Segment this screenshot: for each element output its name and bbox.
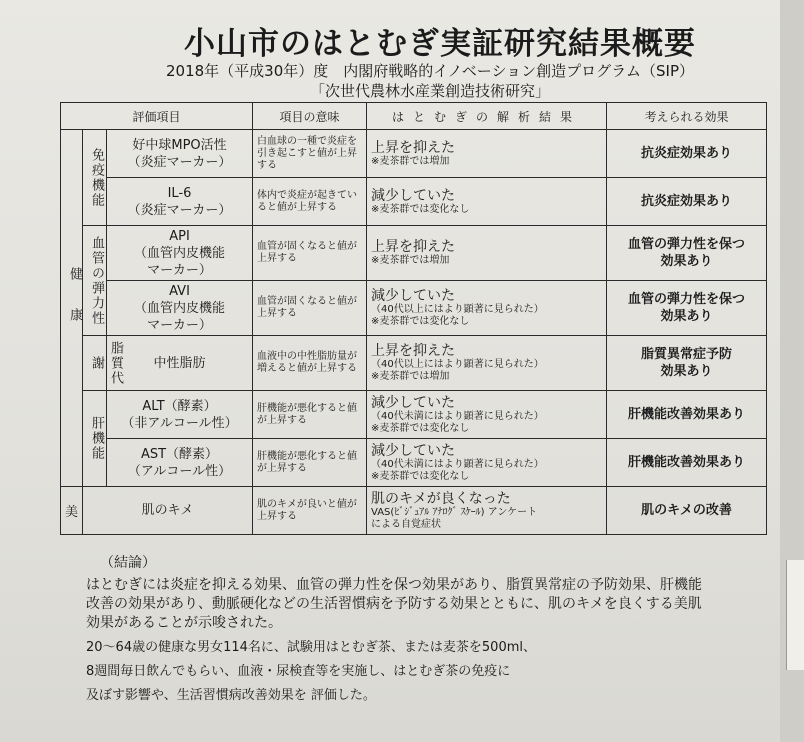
- group-lipid: 脂質代謝: [83, 336, 107, 391]
- header-result: はとむぎの解析結果: [367, 103, 607, 130]
- item-cell: 肌のキメ: [83, 487, 253, 535]
- header-item: 評価項目: [61, 103, 253, 130]
- result-cell: 減少していた （40代以上にはより顕著に見られた） ※麦茶群では変化なし: [367, 281, 607, 336]
- background-paper-edge: [780, 0, 804, 742]
- group-health: 健康: [61, 130, 83, 487]
- table-row: [61, 178, 767, 226]
- table-row: [61, 226, 767, 281]
- effect-cell: 脂質異常症予防 効果あり: [607, 336, 767, 391]
- group-beauty: 美: [61, 487, 83, 535]
- effect-cell: 肝機能改善効果あり: [607, 439, 767, 487]
- conclusion-text: はとむぎには炎症を抑える効果、血管の弾力性を保つ効果があり、脂質異常症の予防効果、肝機能 改善の効果があり、動脈硬化などの生活習慣病を予防する効果とともに、肌のキメを良くする美肌 効果があることが示唆された。: [86, 577, 702, 631]
- table-row: [61, 281, 767, 336]
- result-cell: 上昇を抑えた ※麦茶群では増加: [367, 130, 607, 178]
- result-cell: 減少していた （40代未満にはより顕著に見られた） ※麦茶群では変化なし: [367, 391, 607, 439]
- table-row: [61, 130, 767, 178]
- effect-cell: 肌のキメの改善: [607, 487, 767, 535]
- meaning-cell: 体内で炎症が起きていると値が上昇する: [253, 178, 367, 226]
- item-cell: AVI （血管内皮機能 マーカー）: [107, 281, 253, 336]
- item-cell: IL-6 （炎症マーカー）: [107, 178, 253, 226]
- table-row: [61, 487, 767, 535]
- header-meaning: 項目の意味: [253, 103, 367, 130]
- table-row: [61, 391, 767, 439]
- paper-fragment: [786, 560, 804, 670]
- group-vascular: 血管の弾力性: [83, 226, 107, 336]
- meaning-cell: 肌のキメが良いと値が上昇する: [253, 487, 367, 535]
- item-cell: ALT（酵素） （非アルコール性）: [107, 391, 253, 439]
- table-row: [61, 336, 767, 391]
- effect-cell: 血管の弾力性を保つ 効果あり: [607, 226, 767, 281]
- effect-cell: 抗炎症効果あり: [607, 178, 767, 226]
- research-subtitle: 「次世代農林水産業創造技術研究」: [309, 82, 550, 100]
- group-immune: 免疫機能: [83, 130, 107, 226]
- item-cell: 中性脂肪: [107, 336, 253, 391]
- page-title: 小山市のはとむぎ実証研究結果概要: [184, 26, 696, 62]
- meaning-cell: 血管が固くなると値が上昇する: [253, 281, 367, 336]
- meaning-cell: 血液中の中性脂肪量が増えると値が上昇する: [253, 336, 367, 391]
- result-cell: 上昇を抑えた （40代以上にはより顕著に見られた） ※麦茶群では増加: [367, 336, 607, 391]
- effect-cell: 血管の弾力性を保つ 効果あり: [607, 281, 767, 336]
- result-cell: 減少していた ※麦茶群では変化なし: [367, 178, 607, 226]
- effect-cell: 抗炎症効果あり: [607, 130, 767, 178]
- program-subtitle: 2018年（平成30年）度 内閣府戦略的イノベーション創造プログラム（SIP）: [165, 62, 694, 80]
- meaning-cell: 白血球の一種で炎症を引き起こすと値が上昇する: [253, 130, 367, 178]
- results-table: [60, 102, 767, 535]
- table-header-row: [61, 103, 767, 130]
- conclusion-heading: （結論）: [100, 555, 156, 571]
- result-cell: 減少していた （40代未満にはより顕著に見られた） ※麦茶群では変化なし: [367, 439, 607, 487]
- study-notes: 20～64歳の健康な男女114名に、試験用はとむぎ茶、または麦茶を500ml、 8週間毎日飲んでもらい、血液・尿検査等を実施し、はとむぎ茶の免疫に 及ぼす影響や、生活習慣病改善効果を 評価した。: [86, 640, 536, 703]
- item-cell: API （血管内皮機能 マーカー）: [107, 226, 253, 281]
- effect-cell: 肝機能改善効果あり: [607, 391, 767, 439]
- group-liver: 肝機能: [83, 391, 107, 487]
- meaning-cell: 血管が固くなると値が上昇する: [253, 226, 367, 281]
- table-row: [61, 439, 767, 487]
- result-cell: 上昇を抑えた ※麦茶群では増加: [367, 226, 607, 281]
- meaning-cell: 肝機能が悪化すると値が上昇する: [253, 391, 367, 439]
- item-cell: AST（酵素） （アルコール性）: [107, 439, 253, 487]
- item-cell: 好中球MPO活性 （炎症マーカー）: [107, 130, 253, 178]
- header-effect: 考えられる効果: [607, 103, 767, 130]
- result-cell: 肌のキメが良くなった VAS(ﾋﾞｼﾞｭｱﾙ ｱﾅﾛｸﾞ ｽｹｰﾙ) アンケート による自覚症状: [367, 487, 607, 535]
- meaning-cell: 肝機能が悪化すると値が上昇する: [253, 439, 367, 487]
